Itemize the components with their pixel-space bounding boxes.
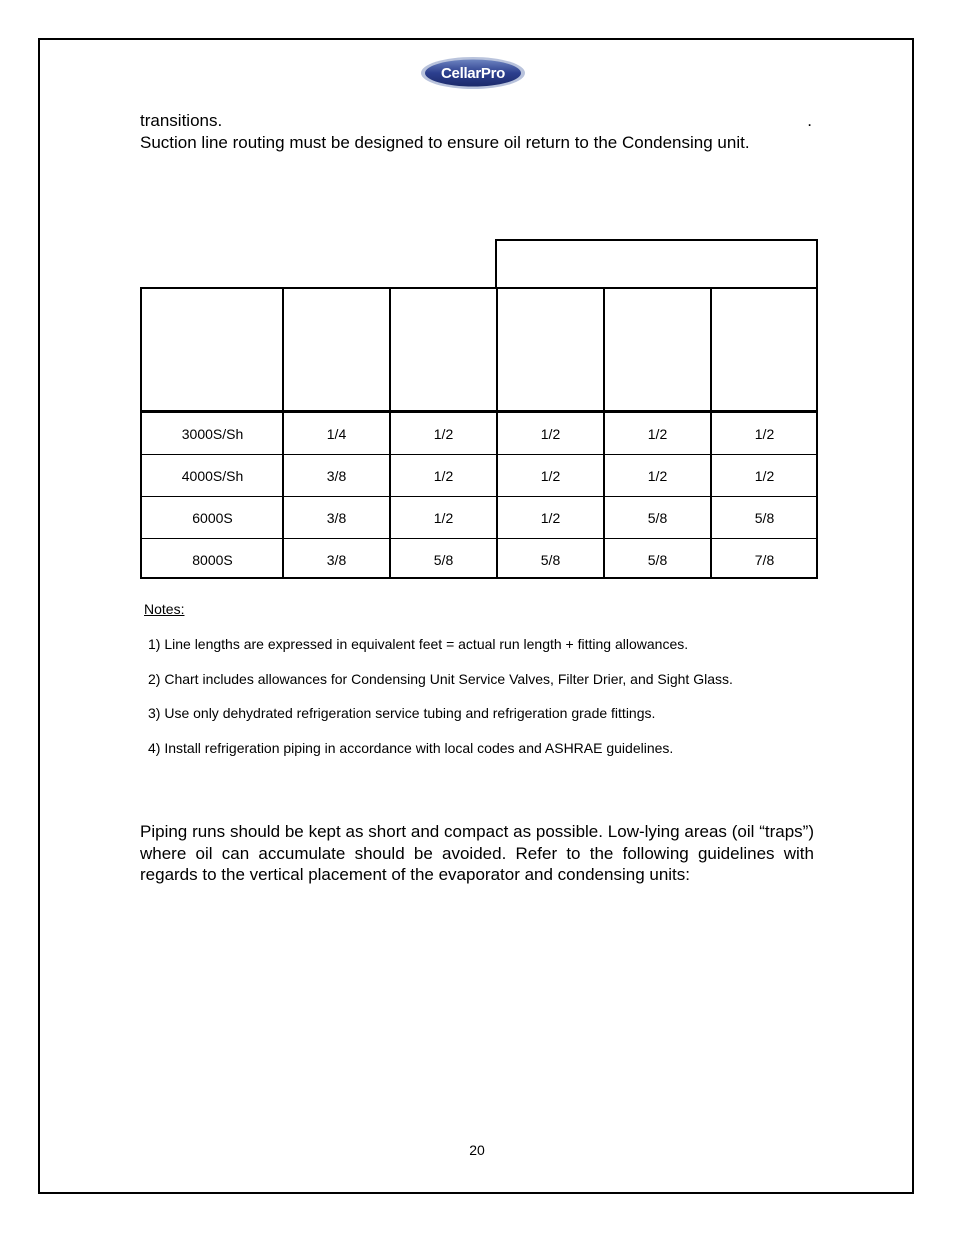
table-cell-size: 7/8 [754,551,775,568]
table-cell-size: 5/8 [540,551,561,568]
table-cell-size: 1/2 [754,467,775,484]
table-cell-size: 3/8 [326,551,347,568]
intro-line-1-text: transitions. [140,111,223,130]
table-cell-model: 3000S/Sh [181,425,244,442]
table-cell-model: 8000S [192,551,233,568]
note-item: 4) Install refrigeration piping in accordance with local codes and ASHRAE guidelines. [148,740,674,756]
table-cell-size: 5/8 [647,551,668,568]
table-cell-size: 3/8 [326,467,347,484]
note-item: 1) Line lengths are expressed in equivalent feet = actual run length + fitting allowances. [148,636,689,652]
table-cell-model: 4000S/Sh [181,467,244,484]
table-cell-size: 1/2 [433,509,454,526]
cellarpro-logo [420,56,526,90]
table-cell-size: 1/4 [326,425,347,442]
page-number: 20 [469,1142,485,1158]
table-cell-size: 1/2 [433,425,454,442]
table-group-header [495,239,818,289]
piping-paragraph: Piping runs should be kept as short and compact as possible. Low-lying areas (oil “traps”) where oil can accumulate should be avoided. Refer to the following guidelines with regards to the vertical placement of the evaporator and condensing units: [140,822,814,885]
intro-line-2: Suction line routing must be designed to ensure oil return to the Condensing unit. [140,133,750,152]
table-cell-size: 1/2 [433,467,454,484]
table-cell-size: 1/2 [647,425,668,442]
table-cell-size: 1/2 [540,425,561,442]
table-grid [140,287,818,579]
table-cell-size: 3/8 [326,509,347,526]
note-item: 2) Chart includes allowances for Condensing Unit Service Valves, Filter Drier, and Sight Glass. [148,671,733,687]
table-cell-size: 1/2 [540,509,561,526]
logo-text: CellarPro [441,64,505,82]
table-cell-size: 5/8 [754,509,775,526]
table-cell-size: 1/2 [754,425,775,442]
notes-title: Notes: [144,601,185,617]
table-cell-size: 1/2 [647,467,668,484]
table-cell-size: 1/2 [540,467,561,484]
table-cell-size: 5/8 [433,551,454,568]
line-size-table [140,239,818,579]
intro-line-1-end: . [807,111,812,130]
table-cell-size: 5/8 [647,509,668,526]
intro-line-1 [140,111,814,131]
table-cell-model: 6000S [192,509,233,526]
note-item: 3) Use only dehydrated refrigeration service tubing and refrigeration grade fittings. [148,705,656,721]
